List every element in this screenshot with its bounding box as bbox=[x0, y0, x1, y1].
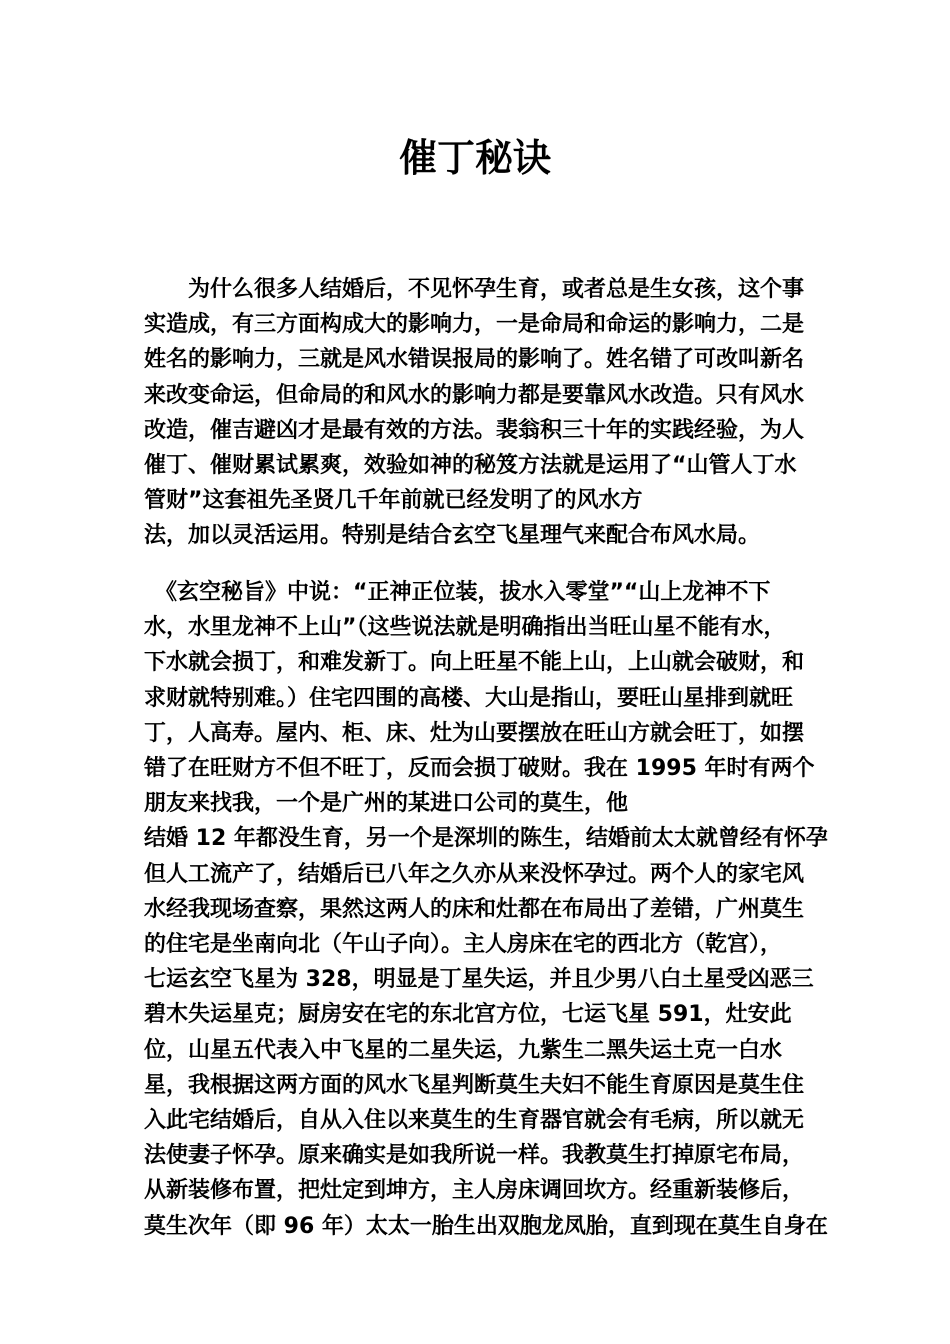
text-line: 的住宅是坐南向北（午山子向）。主人房床在宅的西北方（乾宫）， bbox=[144, 932, 783, 958]
text-line: 实造成，有三方面构成大的影响力，一是命局和命运的影响力，二是 bbox=[144, 312, 805, 338]
text-line: 但人工流产了，结婚后已八年之久亦从来没怀孕过。两个人的家宅风 bbox=[144, 861, 805, 887]
text-line: 丁，人高寿。屋内、柜、床、灶为山要摆放在旺山方就会旺丁，如摆 bbox=[144, 720, 805, 746]
text-line: 结婚 12 年都没生育，另一个是深圳的陈生，结婚前太太就曾经有怀孕 bbox=[144, 826, 828, 852]
text-line: 法，加以灵活运用。特别是结合玄空飞星理气来配合布风水局。 bbox=[144, 523, 761, 549]
text-line: 位，山星五代表入中飞星的二星失运，九紫生二黑失运土克一白水 bbox=[144, 1037, 783, 1063]
text-line: 姓名的影响力，三就是风水错误报局的影响了。姓名错了可改叫新名 bbox=[144, 347, 805, 373]
text-line: 来改变命运，但命局的和风水的影响力都是要靠风水改造。只有风水 bbox=[144, 382, 805, 408]
text-line: 错了在旺财方不但不旺丁，反而会损丁破财。我在 1995 年时有两个 bbox=[144, 756, 815, 782]
text-line: 为什么很多人结婚后，不见怀孕生育，或者总是生女孩，这个事 bbox=[144, 277, 805, 302]
text-line: 水，水里龙神不上山”（这些说法就是明确指出当旺山星不能有水， bbox=[144, 615, 786, 641]
text-line: 求财就特别难。）住宅四围的高楼、大山是指山，要旺山星排到就旺 bbox=[144, 685, 794, 711]
text-line: 管财”这套祖先圣贤几千年前就已经发明了的风水方 bbox=[144, 488, 643, 514]
text-line: 朋友来找我，一个是广州的某进口公司的莫生，他 bbox=[144, 791, 629, 817]
text-line: 星，我根据这两方面的风水飞星判断莫生夫妇不能生育原因是莫生住 bbox=[144, 1072, 805, 1098]
text-line: 改造，催吉避凶才是最有效的方法。裴翁积三十年的实践经验，为人 bbox=[144, 417, 805, 443]
text-line: 碧木失运星克；厨房安在宅的东北宫方位，七运飞星 591，灶安此 bbox=[144, 1002, 792, 1028]
text-line: 七运玄空飞星为 328，明显是丁星失运，并且少男八白土星受凶恶三 bbox=[144, 967, 814, 993]
text-line: 催丁、催财累试累爽，效验如神的秘笈方法就是运用了“山管人丁水 bbox=[144, 453, 797, 479]
text-line: 从新装修布置，把灶定到坤方，主人房床调回坎方。经重新装修后， bbox=[144, 1178, 805, 1204]
text-line: 入此宅结婚后，自从入住以来莫生的生育器官就会有毛病，所以就无 bbox=[144, 1108, 805, 1134]
paragraph-1 bbox=[144, 272, 934, 554]
text-line: 法使妻子怀孕。原来确实是如我所说一样。我教莫生打掉原宅布局， bbox=[144, 1143, 805, 1169]
text-line: 《玄空秘旨》中说：“正神正位装，拔水入零堂”“山上龙神不下 bbox=[144, 580, 771, 605]
text-line: 莫生次年（即 96 年）太太一胎生出双胞龙凤胎，直到现在莫生自身在 bbox=[144, 1213, 828, 1239]
text-line: 下水就会损丁，和难发新丁。向上旺星不能上山，上山就会破财，和 bbox=[144, 650, 805, 676]
text-line: 水经我现场查察，果然这两人的床和灶都在布局出了差错，广州莫生 bbox=[144, 896, 805, 922]
document-title: 催丁秘诀 bbox=[398, 135, 551, 180]
paragraph-2 bbox=[144, 575, 934, 1244]
